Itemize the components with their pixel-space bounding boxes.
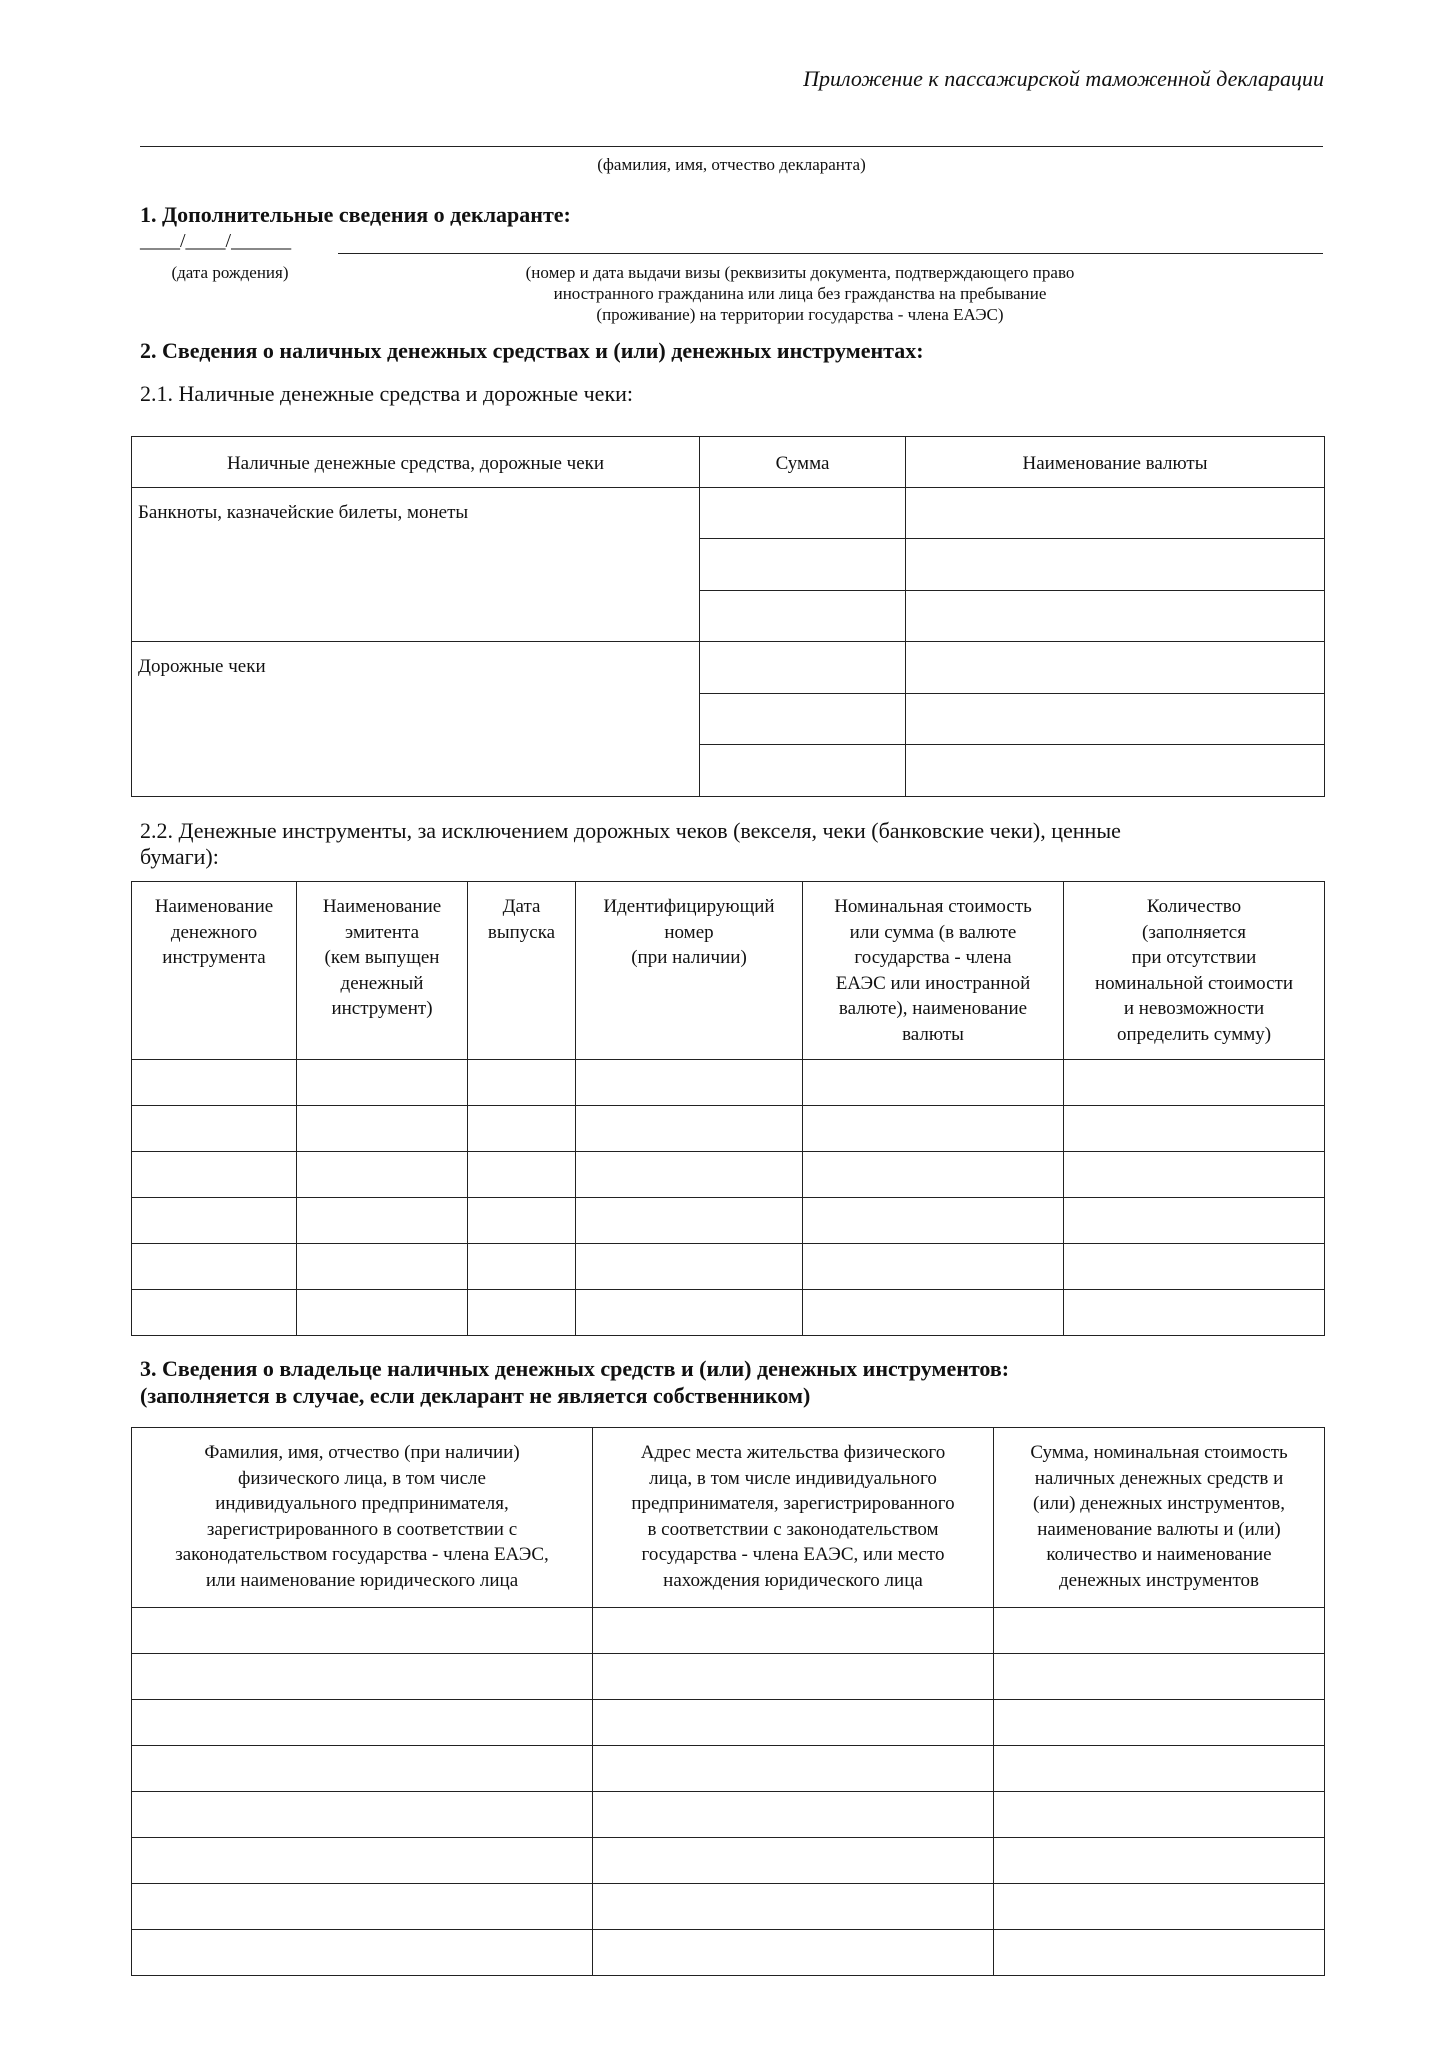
instrument-cell[interactable] [576,1244,803,1290]
t2-header-line: государства - члена [854,947,1012,968]
owner-cell[interactable] [132,1746,593,1792]
t3-header-line: наименование валюты и (или) [1037,1518,1281,1540]
table-row [132,1608,1325,1654]
t2-header-line: Наименование [322,896,442,917]
instrument-cell[interactable] [803,1244,1064,1290]
t2-header-line: номинальной стоимости [1094,972,1294,994]
instrument-cell[interactable] [803,1290,1064,1336]
owner-cell[interactable] [593,1746,994,1792]
instrument-cell[interactable] [468,1152,576,1198]
t2-header-line: при отсутствии [1131,947,1257,968]
table-row [132,1792,1325,1838]
owner-cell[interactable] [593,1654,994,1700]
t3-header-line: предпринимателя, зарегистрированного [631,1493,955,1514]
t2-header-line: Количество [1146,896,1242,917]
instrument-cell[interactable] [1064,1106,1325,1152]
birth-date-field: ____/____/______ [140,230,292,252]
instrument-cell[interactable] [297,1060,468,1106]
t3-header-2 [994,1428,1325,1608]
section2-1-title: 2.1. Наличные денежные средства и дорожные чеки: [140,381,634,406]
owner-cell[interactable] [994,1746,1325,1792]
t2-header-line: Дата [502,896,541,917]
t2-header-2 [468,882,576,1060]
t3-header-line: Фамилия, имя, отчество (при наличии) [204,1442,520,1463]
declarant-name-line [140,146,1323,147]
table-row [132,1838,1325,1884]
t3-header-line: физического лица, в том числе [238,1467,486,1489]
travel-cheques-label: Дорожные чеки [132,642,700,797]
section1-title: 1. Дополнительные сведения о декларанте: [140,202,571,227]
table-row [132,1106,1325,1152]
instrument-cell[interactable] [132,1152,297,1198]
t2-header-line: (кем выпущен [324,947,440,968]
instrument-cell[interactable] [132,1290,297,1336]
birth-date-caption: (дата рождения) [171,263,289,282]
cash-table [131,436,1325,797]
owner-cell[interactable] [593,1608,994,1654]
table-row [132,1700,1325,1746]
owner-cell[interactable] [994,1792,1325,1838]
t3-header-line: денежных инструментов [1059,1569,1259,1591]
table-row [132,1884,1325,1930]
cash-cell[interactable] [700,488,906,539]
instrument-cell[interactable] [1064,1060,1325,1106]
cash-cell[interactable] [700,745,906,797]
cash-cell[interactable] [700,591,906,642]
instrument-cell[interactable] [468,1106,576,1152]
cash-cell[interactable] [906,642,1325,694]
visa-line [338,253,1323,254]
t2-header-3 [576,882,803,1060]
table-row [132,1244,1325,1290]
instrument-cell[interactable] [132,1060,297,1106]
t3-header-line: лица, в том числе индивидуального [649,1467,937,1489]
t2-header-line: Наименование [154,896,274,917]
instrument-cell[interactable] [576,1290,803,1336]
section3-title-2: (заполняется в случае, если декларант не является собственником) [140,1383,811,1408]
section2-2-title-2: бумаги): [140,844,219,869]
owner-cell[interactable] [994,1884,1325,1930]
instrument-cell[interactable] [468,1244,576,1290]
cash-header-amount: Сумма [700,437,906,488]
t2-header-line: (заполняется [1142,921,1246,943]
table-row [132,1746,1325,1792]
t3-header-line: зарегистрированного в соответствии с [206,1518,518,1540]
cash-cell[interactable] [906,539,1325,591]
owner-cell[interactable] [994,1608,1325,1654]
t2-header-line: или сумма (в валюте [849,921,1017,943]
instrument-cell[interactable] [297,1290,468,1336]
instrument-cell[interactable] [132,1106,297,1152]
t3-header-line: государства - члена ЕАЭС, или место [641,1544,945,1565]
t2-header-line: валюте), наименование [838,998,1028,1019]
t2-header-line: (при наличии) [631,947,747,968]
t3-header-line: законодательством государства - члена ЕАЭС, [175,1544,549,1565]
t2-header-line: ЕАЭС или иностранной [835,972,1031,994]
instrument-cell[interactable] [468,1060,576,1106]
instrument-cell[interactable] [132,1198,297,1244]
t3-header-line: индивидуального предпринимателя, [215,1493,509,1514]
instrument-cell[interactable] [576,1198,803,1244]
t2-header-line: денежный [340,972,424,994]
t2-header-line: денежного [170,921,258,943]
owner-cell[interactable] [132,1608,593,1654]
section2-2-title-1: 2.2. Денежные инструменты, за исключением дорожных чеков (векселя, чеки (банковские чеки), ценные [140,818,1121,843]
table-row [132,1198,1325,1244]
instrument-cell[interactable] [297,1152,468,1198]
t2-header-line: инструмент) [331,998,433,1019]
cash-cell[interactable] [906,591,1325,642]
owner-cell[interactable] [132,1700,593,1746]
owner-cell[interactable] [132,1884,593,1930]
cash-cell[interactable] [700,694,906,745]
owner-table [131,1427,1325,1976]
cash-cell[interactable] [700,539,906,591]
instrument-cell[interactable] [297,1106,468,1152]
t2-header-line: валюты [902,1023,964,1045]
t2-header-1 [297,882,468,1060]
instrument-cell[interactable] [1064,1198,1325,1244]
table-row [132,1152,1325,1198]
instrument-cell[interactable] [803,1060,1064,1106]
t2-header-line: и невозможности [1123,998,1265,1019]
t2-header-line: выпуска [487,921,556,943]
instrument-cell[interactable] [297,1198,468,1244]
instrument-cell[interactable] [468,1198,576,1244]
instrument-cell[interactable] [297,1244,468,1290]
owner-cell[interactable] [132,1930,593,1976]
owner-cell[interactable] [593,1792,994,1838]
visa-caption-2: иностранного гражданина или лица без гражданства на пребывание [553,284,1047,303]
t2-header-0 [132,882,297,1060]
instrument-cell[interactable] [576,1106,803,1152]
t3-header-line: (или) денежных инструментов, [1033,1493,1285,1514]
owner-cell[interactable] [132,1654,593,1700]
instrument-cell[interactable] [132,1244,297,1290]
owner-cell[interactable] [994,1700,1325,1746]
t2-header-5 [1064,882,1325,1060]
t3-header-1 [593,1428,994,1608]
t2-header-line: Идентифицирующий [603,896,775,917]
appendix-title: Приложение к пассажирской таможенной декларации [803,66,1324,91]
table-row [132,1654,1325,1700]
cash-cell[interactable] [906,694,1325,745]
t2-header-line: определить сумму) [1116,1023,1272,1045]
instrument-cell[interactable] [803,1198,1064,1244]
declarant-name-caption: (фамилия, имя, отчество декларанта) [597,155,866,174]
cash-header-currency: Наименование валюты [906,437,1325,488]
cash-cell[interactable] [906,488,1325,539]
owner-cell[interactable] [994,1930,1325,1976]
visa-caption-1: (номер и дата выдачи визы (реквизиты документа, подтверждающего право [525,263,1075,282]
cash-header-type: Наличные денежные средства, дорожные чеки [132,437,700,488]
t3-header-line: количество и наименование [1046,1544,1272,1565]
owner-cell[interactable] [593,1838,994,1884]
instrument-cell[interactable] [1064,1152,1325,1198]
owner-cell[interactable] [994,1838,1325,1884]
instrument-cell[interactable] [576,1152,803,1198]
t3-header-line: или наименование юридического лица [205,1569,519,1591]
instrument-cell[interactable] [1064,1290,1325,1336]
t2-header-line: номер [664,921,714,943]
owner-cell[interactable] [132,1792,593,1838]
t3-header-line: в соответствии с законодательством [647,1518,939,1540]
table-row [132,1930,1325,1976]
t3-header-line: нахождения юридического лица [663,1569,923,1591]
instrument-cell[interactable] [803,1106,1064,1152]
owner-cell[interactable] [593,1930,994,1976]
instrument-cell[interactable] [468,1290,576,1336]
t2-header-line: эмитента [344,921,420,943]
instrument-cell[interactable] [576,1060,803,1106]
t2-header-line: инструмента [162,947,266,968]
owner-cell[interactable] [593,1884,994,1930]
t2-header-line: Номинальная стоимость [834,896,1032,917]
t3-header-line: наличных денежных средств и [1034,1467,1284,1489]
owner-cell[interactable] [994,1654,1325,1700]
banknotes-label: Банкноты, казначейские билеты, монеты [132,488,700,642]
section2-title: 2. Сведения о наличных денежных средствах и (или) денежных инструментах: [140,338,924,363]
t2-header-4 [803,882,1064,1060]
owner-cell[interactable] [593,1700,994,1746]
cash-cell[interactable] [700,642,906,694]
cash-cell[interactable] [906,745,1325,797]
owner-cell[interactable] [132,1838,593,1884]
table-row [132,1290,1325,1336]
t3-header-line: Сумма, номинальная стоимость [1030,1442,1288,1463]
visa-caption-3: (проживание) на территории государства - члена ЕАЭС) [596,305,1004,324]
t3-header-line: Адрес места жительства физического [640,1442,946,1463]
table-row [132,1060,1325,1106]
instruments-table [131,881,1325,1336]
instrument-cell[interactable] [803,1152,1064,1198]
t3-header-0 [132,1428,593,1608]
section3-title-1: 3. Сведения о владельце наличных денежных средств и (или) денежных инструментов: [140,1356,1010,1381]
instrument-cell[interactable] [1064,1244,1325,1290]
